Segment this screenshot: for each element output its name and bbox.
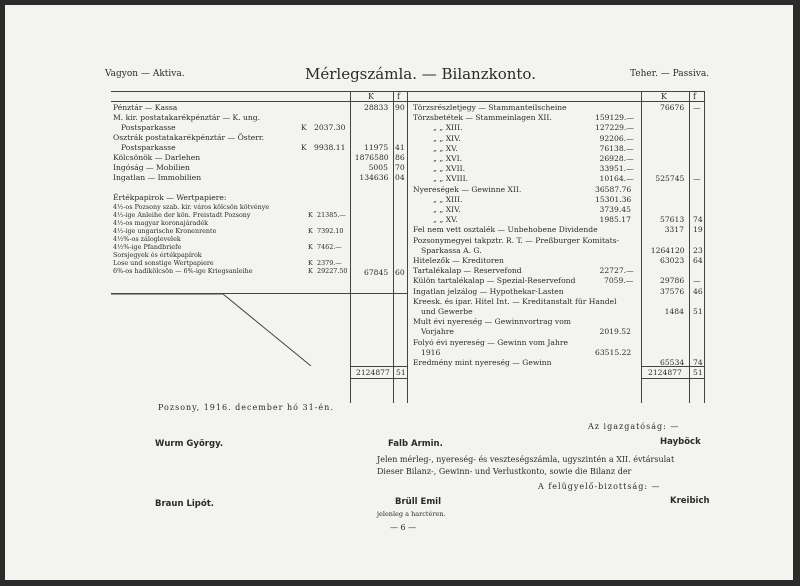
liability-f: — (693, 103, 701, 112)
liability-f: — (693, 174, 701, 184)
liability-label: Mult évi nyereség — Gewinnvortrag vom (413, 317, 571, 327)
liability-label: Fel nem vett osztalék — Unbehobene Dividende (413, 225, 598, 235)
security-label: 4½%-ige Pfandbriefe (113, 243, 182, 251)
security-label: 4½-os magyar koronajáradék (113, 219, 208, 227)
currency-mark: K (308, 227, 313, 235)
signature-falb: Falb Armin. (388, 439, 443, 449)
liabilities-total-k: 2124877 (648, 368, 682, 377)
security-amount: 7462.— (317, 243, 342, 251)
left-f-head: f (397, 92, 400, 101)
security-amount: 2379.— (317, 259, 342, 267)
liability-subamount: 10164.— (599, 174, 634, 184)
liability-f: 23 (693, 245, 703, 255)
liability-label: „ „ XIII. (433, 123, 463, 133)
liability-label: „ „ XIV. (433, 133, 461, 143)
liability-label: Törzsrészletjegy — Stammanteilscheine (413, 103, 567, 112)
asset-k: 1876580 (354, 153, 389, 162)
signature-wurm: Wurm György. (155, 439, 224, 449)
field-note: jelenleg a harctéren. (377, 510, 446, 518)
asset-f: 04 (395, 173, 405, 182)
liability-k: 65534 (660, 358, 685, 367)
liability-f: 64 (693, 256, 703, 265)
left-k-head: K (368, 92, 374, 101)
liability-subamount: 127229.— (595, 123, 634, 133)
liability-label: Tartalékalap — Reservefond (413, 266, 522, 276)
liability-label: Hitelezők — Kreditoren (413, 256, 504, 265)
liabilities-total-f: 51 (693, 368, 703, 377)
board-label: Az igazgatóság: — (588, 422, 680, 431)
signature-brull: Brüll Emil (395, 497, 441, 507)
currency-mark: K (308, 267, 313, 275)
security-amount: 21385.— (317, 211, 346, 219)
right-f-head: f (693, 92, 696, 101)
assets-header: Vagyon — Aktiva. (105, 69, 185, 79)
asset-label: M. kir. postatakarékpénztár — K. ung. (113, 113, 261, 122)
asset-label: Osztrák postatakarékpénztár — Österr. (113, 133, 265, 142)
signature-kreibich: Kreibich (670, 496, 710, 506)
liability-k: 63023 (660, 256, 685, 265)
assets-total-k: 2124877 (356, 368, 390, 377)
asset-f: 41 (395, 143, 405, 152)
currency-mark: K (301, 143, 307, 152)
asset-f: 86 (395, 153, 405, 162)
liability-k: 525745 (655, 174, 685, 184)
liability-label: „ „ XV. (433, 215, 458, 225)
liability-label: „ „ XVI. (433, 154, 462, 163)
liability-f: 51 (693, 307, 703, 316)
liability-k: 1264120 (650, 245, 685, 255)
liability-subamount: 76138.— (599, 143, 634, 153)
currency-mark: K (308, 211, 313, 219)
asset-label: Pénztár — Kassa (113, 103, 178, 112)
liability-k: 3317 (664, 225, 684, 235)
liability-subamount: 159129.— (595, 113, 634, 123)
liability-subamount: 63515.22 (595, 347, 632, 357)
liability-label: „ „ XIII. (433, 194, 463, 204)
currency-mark: K (308, 243, 313, 251)
asset-label: Ingóság — Mobilien (113, 163, 190, 172)
liability-f: 19 (693, 225, 703, 235)
liability-f: 46 (693, 286, 703, 296)
liability-k: 37576 (660, 286, 685, 296)
security-label: 4½-ige ungarische Kronenrente (113, 227, 217, 235)
liability-subamount: 33951.— (599, 164, 634, 174)
page-title: Mérlegszámla. — Bilanzkonto. (305, 65, 536, 83)
liability-label: „ „ XVII. (433, 164, 465, 174)
liability-subamount: 92206.— (599, 133, 634, 143)
security-label: Sorsjegyek és értékpapírok (113, 251, 202, 259)
liability-f: 74 (693, 358, 703, 367)
asset-label: Postsparkasse (121, 123, 176, 132)
asset-label: Ingatlan — Immobilien (113, 173, 202, 182)
liability-subamount: 36587.76 (595, 184, 632, 194)
currency-mark: K (301, 123, 307, 132)
liability-label: Ingatlan jelzálog — Hypothekar-Lasten (413, 286, 564, 296)
security-label: 6%-os hadikölcsön — 6%-ige Kriegsanleihe (113, 267, 253, 275)
balance-ledger (111, 91, 704, 403)
signature-braun: Braun Lipót. (155, 499, 215, 509)
void-line (111, 294, 351, 366)
liability-label: Pozsonymegyei takpztr. R. T. — Preßburger Komitats- (413, 235, 620, 245)
liability-subamount: 3739.45 (599, 205, 631, 214)
security-label: 4½-ige Anleihe der kön. Freistadt Pozsony (113, 211, 251, 219)
currency-mark: K (308, 259, 313, 267)
asset-label: Kölcsönök — Darlehen (113, 153, 201, 162)
asset-f: 70 (395, 163, 405, 172)
security-label: 4½%-os záloglevelek (113, 235, 181, 243)
security-label: 4½-os Pozsony szab. kir. város kölcsön kötvénye (113, 203, 270, 211)
note-line-1: Jelen mérleg-, nyereség- és veszteségszámla, ugyszintén a XII. évtársulat (377, 455, 675, 464)
place-date: Pozsony, 1916. december hó 31-én. (158, 403, 334, 412)
liability-label: „ „ XIV. (433, 205, 461, 214)
security-amount: 29227.50 (317, 267, 348, 275)
right-k-head: K (661, 92, 667, 101)
asset-k: 67845 (364, 268, 389, 277)
asset-label: Postsparkasse (121, 143, 176, 152)
asset-k: 5005 (368, 163, 388, 172)
liability-k: 57613 (660, 215, 685, 225)
liability-subamount: 7059.— (604, 276, 634, 286)
page-number: — 6 — (390, 523, 417, 532)
security-label: Lose und sonstige Wertpapiere (113, 259, 214, 267)
asset-subamount: 9938.11 (314, 143, 346, 152)
liability-subamount: 26928.— (599, 154, 634, 163)
liability-label: Külön tartalékalap — Spezial-Reservefond (413, 276, 576, 286)
asset-k: 134636 (359, 173, 389, 182)
asset-f: 90 (395, 103, 405, 112)
liability-label: Folyó évi nyereség — Gewinn vom Jahre (413, 337, 568, 347)
liability-f: 74 (693, 215, 703, 225)
liability-label: Törzsbetétek — Stammeinlagen XII. (413, 113, 552, 123)
asset-label: Értékpapirok — Wertpapiere: (113, 193, 227, 202)
liability-f: — (693, 276, 701, 286)
liability-label: Vorjahre (421, 327, 454, 337)
asset-k: 11975 (364, 143, 389, 152)
liability-label: Kreesk. és ipar. Hitel Int. — Kreditanstalt für Handel (413, 296, 617, 306)
asset-k: 28833 (364, 103, 389, 112)
liability-k: 76676 (660, 103, 685, 112)
asset-f: 60 (395, 268, 405, 277)
liability-label: und Gewerbe (421, 307, 473, 316)
liabilities-header: Teher. — Passiva. (630, 69, 710, 79)
liability-label: 1916 (421, 347, 441, 357)
liability-label: Eredmény mint nyereség — Gewinn (413, 358, 552, 367)
signature-hayback: Hayböck (660, 437, 701, 447)
security-amount: 7392.10 (317, 227, 344, 235)
liability-k: 1484 (664, 307, 684, 316)
liability-k: 29786 (660, 276, 685, 286)
liability-subamount: 2019.52 (599, 327, 631, 337)
note-line-2: Dieser Bilanz-, Gewinn- und Verlustkonto, sowie die Bilanz der (377, 467, 632, 476)
supervisory-label: A felügyelő-bizottság: — (538, 482, 661, 491)
liability-subamount: 22727.— (599, 266, 634, 276)
liability-label: „ „ XVIII. (433, 174, 468, 184)
liability-label: „ „ XV. (433, 143, 458, 153)
liability-label: Sparkassa A. G. (421, 245, 482, 255)
asset-subamount: 2037.30 (314, 123, 346, 132)
liability-subamount: 15301.36 (595, 194, 632, 204)
liability-label: Nyereségek — Gewinne XII. (413, 184, 522, 194)
document-page (5, 5, 793, 580)
liability-subamount: 1985.17 (599, 215, 631, 225)
assets-total-f: 51 (396, 368, 406, 377)
